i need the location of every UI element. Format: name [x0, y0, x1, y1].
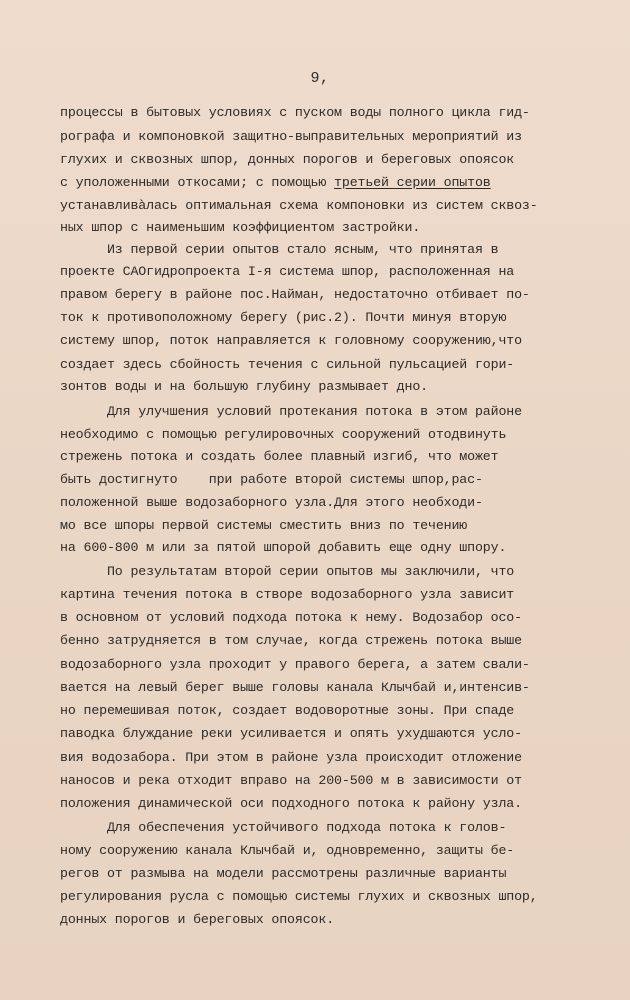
text-line: водозаборного узла проходит у правого берега, а затем свали- — [60, 657, 530, 672]
underlined-phrase: третьей серии опытов — [334, 175, 491, 190]
text-line: ных шпор с наименьшим коэффициентом застройки. — [60, 220, 421, 235]
text-line: создает здесь сбойность течения с сильной пульсацией гори- — [60, 357, 515, 372]
text-line: в основном от условий подхода потока к нему. Водозабор осо- — [60, 610, 522, 625]
text-line: правом берегу в районе пос.Найман, недостаточно отбивает по- — [60, 287, 530, 302]
page-number: 9, — [310, 70, 330, 87]
text-line: стрежень потока и создать более плавный изгиб, что может — [60, 449, 499, 464]
text-line: устанавливàлась оптимальная схема компоновки из систем сквоз- — [60, 198, 538, 213]
text-line: рографа и компоновкой защитно-выправительных мероприятий из — [60, 129, 522, 144]
text-line: вается на левый берег выше головы канала Клычбай и,интенсив- — [60, 680, 530, 695]
text-line: быть достигнуто при работе второй системы шпор,рас- — [60, 472, 483, 487]
text-line: положенной выше водозаборного узла.Для этого необходи- — [60, 495, 483, 510]
text-line: но перемешивая поток, создает водоворотные зоны. При спаде — [60, 703, 515, 718]
text-line: вия водозабора. При этом в районе узла происходит отложение — [60, 750, 522, 765]
text-line: на 600-800 м или за пятой шпорой добавить еще одну шпору. — [60, 540, 507, 555]
text-line: зонтов воды и на большую глубину размывает дно. — [60, 379, 428, 394]
text-line: По результатам второй серии опытов мы заключили, что — [60, 564, 515, 579]
text-line: мо все шпоры первой системы сместить вниз по течению — [60, 518, 468, 533]
text-line: наносов и река отходит вправо на 200-500 м в зависимости от — [60, 773, 522, 788]
text-line: регулирования русла с помощью системы глухих и сквозных шпор, — [60, 889, 538, 904]
text-line: картина течения потока в створе водозаборного узла зависит — [60, 587, 515, 602]
text-line: ному сооружению канала Клычбай и, одновременно, защиты бе- — [60, 843, 515, 858]
text-line: систему шпор, поток направляется к головному сооружению,что — [60, 333, 522, 348]
text-line: бенно затрудняется в том случае, когда стрежень потока выше — [60, 633, 522, 648]
text-line: донных порогов и береговых опоясок. — [60, 912, 335, 927]
text-line: Для улучшения условий протекания потока в этом районе — [60, 404, 522, 419]
text-line-underlined: с уположенными откосами; с помощью третьей серии опытов — [60, 175, 491, 190]
text-line: паводка блуждание реки усиливается и опять ухудшаются усло- — [60, 726, 522, 741]
text-line: Из первой серии опытов стало ясным, что принятая в — [60, 242, 499, 257]
text-line: процессы в бытовых условиях с пуском воды полного цикла гид- — [60, 105, 530, 120]
text-line: проекте САОгидропроекта I-я система шпор, расположенная на — [60, 264, 515, 279]
text-line: регов от размыва на модели рассмотрены различные варианты — [60, 866, 507, 881]
text-line: глухих и сквозных шпор, донных порогов и береговых опоясок — [60, 152, 515, 167]
text-line: положения динамической оси подходного потока к району узла. — [60, 796, 522, 811]
text-line: ток к противоположному берегу (рис.2). Почти минуя вторую — [60, 310, 507, 325]
text-line: необходимо с помощью регулировочных сооружений отодвинуть — [60, 427, 507, 442]
text-line: Для обеспечения устойчивого подхода потока к голов- — [60, 820, 507, 835]
